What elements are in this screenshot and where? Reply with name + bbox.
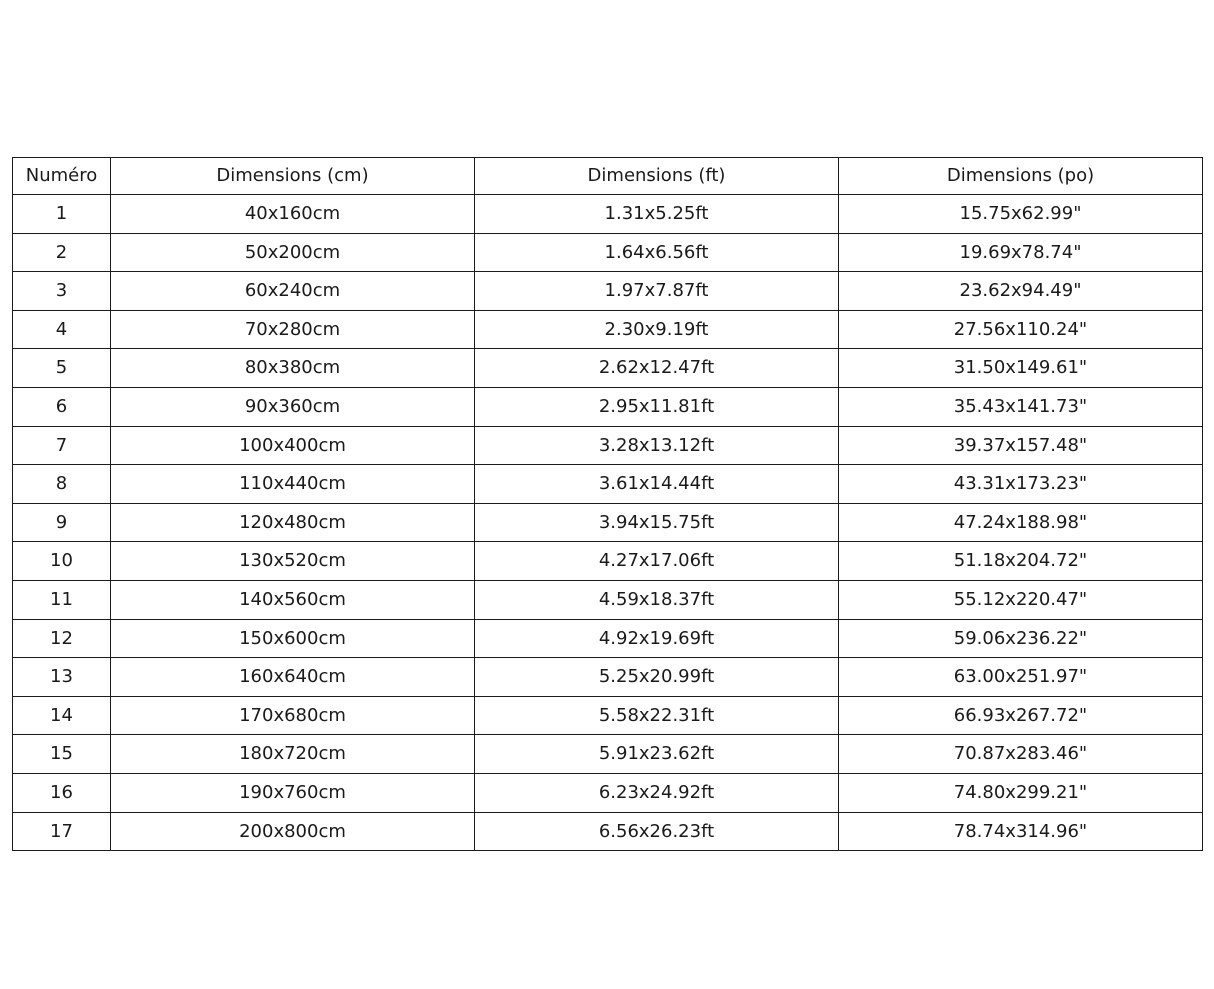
column-header-dimensions-cm: Dimensions (cm) <box>111 158 475 195</box>
table-header-row <box>13 158 1203 195</box>
cell-dimensions-cm: 60x240cm <box>111 272 475 311</box>
cell-dimensions-po: 23.62x94.49" <box>839 272 1203 311</box>
cell-dimensions-cm: 90x360cm <box>111 387 475 426</box>
cell-dimensions-po: 70.87x283.46" <box>839 735 1203 774</box>
cell-dimensions-cm: 150x600cm <box>111 619 475 658</box>
cell-dimensions-ft: 1.31x5.25ft <box>475 195 839 234</box>
cell-dimensions-cm: 190x760cm <box>111 773 475 812</box>
table-row <box>13 542 1203 581</box>
table-row <box>13 658 1203 697</box>
cell-dimensions-ft: 3.94x15.75ft <box>475 503 839 542</box>
cell-dimensions-ft: 5.58x22.31ft <box>475 696 839 735</box>
cell-dimensions-po: 55.12x220.47" <box>839 580 1203 619</box>
cell-dimensions-ft: 3.61x14.44ft <box>475 465 839 504</box>
cell-numero: 13 <box>13 658 111 697</box>
cell-dimensions-ft: 4.92x19.69ft <box>475 619 839 658</box>
cell-dimensions-cm: 70x280cm <box>111 310 475 349</box>
table-body <box>13 195 1203 851</box>
table-row <box>13 195 1203 234</box>
cell-numero: 2 <box>13 233 111 272</box>
cell-numero: 1 <box>13 195 111 234</box>
cell-dimensions-cm: 50x200cm <box>111 233 475 272</box>
cell-numero: 8 <box>13 465 111 504</box>
table-row <box>13 503 1203 542</box>
cell-dimensions-ft: 3.28x13.12ft <box>475 426 839 465</box>
cell-numero: 14 <box>13 696 111 735</box>
cell-dimensions-cm: 130x520cm <box>111 542 475 581</box>
cell-dimensions-ft: 1.64x6.56ft <box>475 233 839 272</box>
table-row <box>13 812 1203 851</box>
table-row <box>13 349 1203 388</box>
cell-dimensions-po: 63.00x251.97" <box>839 658 1203 697</box>
cell-dimensions-po: 59.06x236.22" <box>839 619 1203 658</box>
cell-numero: 17 <box>13 812 111 851</box>
cell-dimensions-ft: 6.23x24.92ft <box>475 773 839 812</box>
cell-numero: 10 <box>13 542 111 581</box>
cell-dimensions-po: 47.24x188.98" <box>839 503 1203 542</box>
cell-numero: 9 <box>13 503 111 542</box>
cell-numero: 6 <box>13 387 111 426</box>
dimensions-table-container <box>12 157 1202 851</box>
column-header-numero: Numéro <box>13 158 111 195</box>
cell-dimensions-cm: 110x440cm <box>111 465 475 504</box>
cell-dimensions-po: 51.18x204.72" <box>839 542 1203 581</box>
cell-dimensions-po: 66.93x267.72" <box>839 696 1203 735</box>
cell-dimensions-ft: 2.30x9.19ft <box>475 310 839 349</box>
dimensions-table <box>12 157 1203 851</box>
cell-dimensions-cm: 170x680cm <box>111 696 475 735</box>
cell-dimensions-cm: 200x800cm <box>111 812 475 851</box>
cell-dimensions-cm: 180x720cm <box>111 735 475 774</box>
table-row <box>13 580 1203 619</box>
cell-dimensions-po: 74.80x299.21" <box>839 773 1203 812</box>
cell-numero: 4 <box>13 310 111 349</box>
cell-dimensions-ft: 4.27x17.06ft <box>475 542 839 581</box>
cell-numero: 12 <box>13 619 111 658</box>
cell-dimensions-po: 19.69x78.74" <box>839 233 1203 272</box>
cell-dimensions-ft: 5.25x20.99ft <box>475 658 839 697</box>
table-row <box>13 233 1203 272</box>
cell-dimensions-cm: 140x560cm <box>111 580 475 619</box>
cell-dimensions-cm: 40x160cm <box>111 195 475 234</box>
cell-dimensions-po: 31.50x149.61" <box>839 349 1203 388</box>
cell-numero: 15 <box>13 735 111 774</box>
table-row <box>13 426 1203 465</box>
column-header-dimensions-ft: Dimensions (ft) <box>475 158 839 195</box>
table-row <box>13 696 1203 735</box>
cell-dimensions-po: 27.56x110.24" <box>839 310 1203 349</box>
table-row <box>13 619 1203 658</box>
cell-dimensions-ft: 2.62x12.47ft <box>475 349 839 388</box>
cell-dimensions-cm: 100x400cm <box>111 426 475 465</box>
cell-dimensions-ft: 4.59x18.37ft <box>475 580 839 619</box>
cell-dimensions-ft: 1.97x7.87ft <box>475 272 839 311</box>
cell-dimensions-cm: 80x380cm <box>111 349 475 388</box>
cell-numero: 7 <box>13 426 111 465</box>
table-row <box>13 773 1203 812</box>
cell-dimensions-po: 35.43x141.73" <box>839 387 1203 426</box>
table-row <box>13 310 1203 349</box>
cell-numero: 11 <box>13 580 111 619</box>
table-row <box>13 465 1203 504</box>
table-row <box>13 735 1203 774</box>
cell-dimensions-po: 43.31x173.23" <box>839 465 1203 504</box>
column-header-dimensions-po: Dimensions (po) <box>839 158 1203 195</box>
table-row <box>13 272 1203 311</box>
cell-dimensions-ft: 5.91x23.62ft <box>475 735 839 774</box>
cell-dimensions-cm: 160x640cm <box>111 658 475 697</box>
cell-dimensions-po: 39.37x157.48" <box>839 426 1203 465</box>
cell-dimensions-ft: 2.95x11.81ft <box>475 387 839 426</box>
table-row <box>13 387 1203 426</box>
cell-dimensions-po: 15.75x62.99" <box>839 195 1203 234</box>
cell-numero: 3 <box>13 272 111 311</box>
table-header <box>13 158 1203 195</box>
cell-dimensions-cm: 120x480cm <box>111 503 475 542</box>
cell-dimensions-ft: 6.56x26.23ft <box>475 812 839 851</box>
cell-numero: 5 <box>13 349 111 388</box>
cell-numero: 16 <box>13 773 111 812</box>
cell-dimensions-po: 78.74x314.96" <box>839 812 1203 851</box>
